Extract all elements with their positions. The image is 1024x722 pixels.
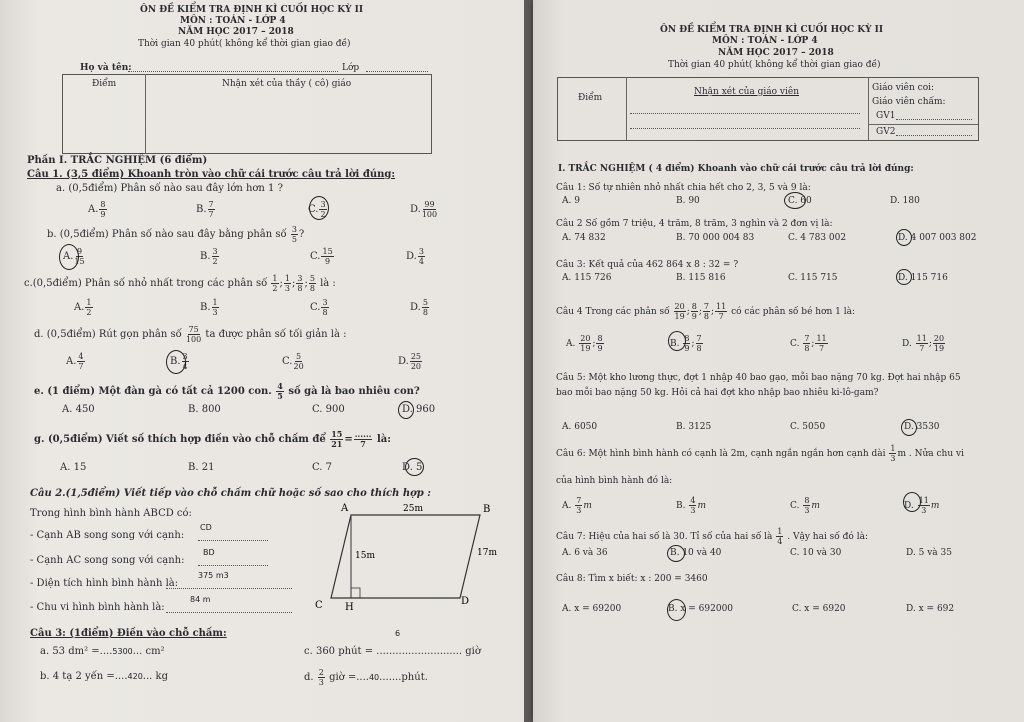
c4-option-0: A. $\frac{20}{19}$ ; $\frac{8}{9}$: [566, 334, 603, 353]
q2-item-dots-0: [198, 540, 268, 541]
qc-list-frac-0-den: 2: [272, 284, 278, 293]
c4-list-frac-2-den: 8: [703, 312, 709, 321]
qc-stem-end: là :: [320, 278, 336, 289]
c5-line2: bao mỗi bao nặng 50 kg. Hỏi cả hai đợt kho nhập bao nhiêu ki-lô-gam?: [556, 388, 879, 398]
label-top-length: 25m: [403, 504, 423, 514]
qd-option-frac-3-num: 25: [410, 352, 422, 361]
qe-option-a: A. 450: [62, 404, 95, 415]
parallelogram-shape: [331, 515, 480, 598]
qb-option-1: [200, 247, 220, 266]
qb-option-letter-3: D.: [406, 251, 417, 262]
answer-circle-c5: [901, 419, 917, 436]
qc-option-frac-3-den: 8: [422, 308, 428, 317]
right-table-divider-1: [626, 77, 627, 140]
qc-option-frac-1-den: 3: [212, 308, 218, 317]
c4-option-3: D. $\frac{11}{7}$ ; $\frac{20}{19}$: [902, 334, 945, 353]
answer-circle-c6: [903, 492, 921, 512]
c6-line1: Câu 6: Một hình bình hành có cạnh là 2m, cạnh ngắn ngắn hơn cạnh dài $\frac{1}{3}$ m . Nửa chu vi: [556, 444, 964, 463]
qd-option-letter-0: A.: [66, 356, 77, 367]
c1-option-3: D. 180: [890, 196, 920, 206]
qd-option-frac-2-num: 5: [296, 352, 302, 361]
qb-option-frac-3-num: 3: [418, 247, 424, 256]
c6-option-unit-2: m: [811, 501, 820, 511]
qc-list-frac-0-num: 1: [272, 274, 278, 283]
right-subject: MÔN : TOÁN - LỚP 4: [712, 36, 818, 46]
c7-option-2: C. 10 và 30: [790, 548, 842, 558]
label-height: 15m: [355, 551, 375, 561]
parallelogram-figure: [315, 500, 515, 615]
qc-option-frac-2: [321, 298, 328, 317]
q3b: b. 4 tạ 2 yến =....420... kg: [40, 671, 168, 682]
comment-line-2: [630, 128, 860, 129]
c4-option-0-frac-0-den: 19: [580, 344, 591, 353]
qb-option-2: [310, 247, 335, 266]
qc-list-frac-2-den: 8: [297, 284, 303, 293]
answer-circle-qe: [398, 401, 414, 419]
answer-circle-qb: [59, 244, 79, 270]
c6-option-frac-1: [689, 496, 696, 515]
c3-option-1: B. 115 816: [676, 273, 726, 283]
qc-list-frac-3-num: 5: [309, 274, 315, 283]
qc-list-frac-1-den: 3: [284, 284, 290, 293]
c4-option-0-frac-1: [596, 334, 603, 353]
qc-list-frac-3: [309, 274, 316, 293]
c4-option-2-frac-1: [815, 334, 827, 353]
c3-stem: Câu 3: Kết quả của 462 864 x 8 : 32 = ?: [556, 260, 739, 270]
qa-option-1: [196, 200, 216, 219]
c4-list-frac-1: [691, 302, 698, 321]
qd-option-frac-0: [77, 352, 84, 371]
q2-item-answer-1: BD: [203, 548, 215, 557]
c2-option-1: B. 70 000 004 83: [676, 233, 755, 243]
q3c-answer: 6: [395, 629, 401, 638]
c4-option-1-frac-0-den: 9: [684, 344, 690, 353]
qd-option-frac-1-num: 3: [182, 352, 188, 361]
gv1-label: GV1: [876, 111, 896, 121]
qc-option-3: [410, 298, 430, 317]
q2-item-answer-0: CD: [200, 523, 212, 532]
answer-circle-c3: [896, 269, 912, 285]
answer-circle-c2: [896, 229, 912, 246]
c6-option-frac-2-num: 8: [804, 496, 810, 505]
c4-option-letter-2: C.: [790, 339, 800, 349]
c5-option-1: B. 3125: [676, 422, 712, 432]
q2-item-0: - Cạnh AB song song với cạnh:: [30, 530, 185, 541]
qd-option-letter-1: B.: [170, 356, 181, 367]
qb-option-3: [406, 247, 426, 266]
left-year: NĂM HỌC 2017 – 2018: [178, 27, 294, 37]
c2-stem: Câu 2 Số gồm 7 triệu, 4 trăm, 8 trăm, 3 nghìn và 2 đơn vị là:: [556, 219, 833, 229]
c6-option-0: [562, 496, 592, 515]
qd-option-frac-1-den: 4: [182, 362, 188, 371]
c6-option-frac-3-num: 11: [918, 496, 929, 505]
qa-option-letter-3: D.: [410, 204, 421, 215]
qa-option-frac-3-num: 99: [424, 200, 435, 209]
qc-option-0: [74, 298, 94, 317]
c6-option-letter-2: C.: [790, 501, 800, 511]
qb-option-frac-2: [321, 247, 333, 266]
c4-list-frac-3-den: 7: [718, 312, 724, 321]
qc-list-frac-2: [296, 274, 303, 293]
right-title: ÔN ĐỀ KIỂM TRA ĐỊNH KÌ CUỐI HỌC KỲ II: [660, 25, 884, 35]
proctor-label: Giáo viên coi:: [872, 83, 935, 93]
qb-option-frac-2-num: 15: [322, 247, 333, 256]
c4-option-1-frac-0-num: 8: [684, 334, 690, 343]
c6-option-letter-3: D.: [904, 501, 914, 511]
gv2-dots: [896, 135, 972, 136]
c5-option-3: D. 3530: [904, 422, 940, 432]
answer-circle-c1: [784, 192, 806, 209]
qb-option-frac-1-num: 3: [212, 247, 218, 256]
grader-label: Giáo viên chấm:: [872, 97, 946, 107]
c4-option-letter-3: D.: [902, 339, 912, 349]
c4-stem-end: có các phân số bé hơn 1 là:: [731, 307, 855, 317]
c6-option-frac-0: [575, 496, 582, 515]
right-time: Thời gian 40 phút( không kể thời gian giao đề): [668, 60, 881, 70]
qd-option-frac-3: [410, 352, 422, 371]
c6-option-frac-1-num: 4: [690, 496, 696, 505]
c7-stem: Câu 7: Hiệu của hai số là 30. Tỉ số của hai số là $\frac{1}{4}$ . Vậy hai số đó là:: [556, 527, 868, 546]
qd-option-frac-3-den: 20: [410, 362, 422, 371]
c6-option-1: [676, 496, 706, 515]
c4-stem-text: Câu 4 Trong các phân số: [556, 307, 670, 317]
c4-option-3-frac-0-num: 11: [916, 334, 927, 343]
c8-option-1: B. x = 692000: [668, 604, 734, 614]
c4-option-3-frac-0-den: 7: [919, 344, 925, 353]
c2-option-0: A. 74 832: [562, 233, 606, 243]
c4-option-3-frac-1: [933, 334, 945, 353]
qb-option-frac-0-num: 9: [76, 247, 83, 256]
qb-option-frac-3-den: 4: [418, 257, 424, 266]
qc-option-letter-1: B.: [200, 302, 211, 313]
qd-option-letter-2: C.: [282, 356, 293, 367]
left-subject: MÔN : TOÁN - LỚP 4: [180, 16, 286, 26]
c1-stem: Câu 1: Số tự nhiên nhỏ nhất chia hết cho 2, 3, 5 và 9 là:: [556, 183, 811, 193]
qb-option-frac-1-den: 2: [212, 257, 218, 266]
q1-heading: Câu 1. (3,5 điểm) Khoanh tròn vào chữ cái trước câu trả lời đúng:: [27, 169, 396, 180]
c4-stem: Câu 4 Trong các phân số $\frac{20}{19}$ ; $\frac{8}{9}$ ; $\frac{7}{8}$ ; $\frac{11}{7}$ có các phân số bé hơn 1 là:: [556, 302, 855, 321]
q3a: a. 53 dm² =....5300... cm²: [40, 646, 165, 657]
qa-option-letter-0: A.: [88, 204, 99, 215]
answer-circle-c7: [667, 545, 685, 562]
qe-option-b: B. 800: [188, 404, 221, 415]
c7-option-1: B. 10 và 40: [670, 548, 722, 558]
qd-option-frac-2: [293, 352, 303, 371]
c7-option-0: A. 6 và 36: [562, 548, 608, 558]
qa-option-frac-1-num: 7: [208, 200, 214, 209]
name-label: Họ và tên:: [80, 63, 132, 73]
qc-option-frac-3: [422, 298, 429, 317]
right-angle-mark: [351, 588, 360, 598]
q2-item-dots-2: [166, 588, 292, 589]
c1-option-2: C. 60: [788, 196, 812, 206]
qg-option-a: A. 15: [60, 462, 87, 473]
class-dots: [366, 71, 428, 72]
qa-option-frac-0-num: 8: [100, 200, 106, 209]
c4-list-frac-0-den: 19: [674, 312, 685, 321]
q2-item-dots-1: [198, 565, 268, 566]
q2-item-answer-2: 375 m3: [198, 571, 229, 580]
qa-option-frac-0-den: 9: [100, 210, 106, 219]
qb-option-letter-0: A.: [63, 251, 74, 262]
vertex-b: B: [483, 504, 491, 515]
c3-option-2: C. 115 715: [788, 273, 838, 283]
qa-option-frac-3: [422, 200, 437, 219]
qe-option-d: D. 960: [402, 404, 436, 415]
qc-option-frac-3-num: 5: [422, 298, 428, 307]
vertex-d: D: [461, 596, 470, 607]
qa-option-frac-2-num: 3: [320, 200, 326, 209]
qe-stem: e. (1 điểm) Một đàn gà có tất cả 1200 con. $\frac{4}{5}$ số gà là bao nhiêu con?: [34, 381, 420, 401]
right-table-divider-2: [868, 77, 869, 140]
qd-option-0: [66, 352, 86, 371]
part1-heading: Phần I. TRẮC NGHIỆM (6 điểm): [27, 155, 208, 166]
c5-line1: Câu 5: Một kho lương thực, đợt 1 nhập 40 bao gạo, mỗi bao nặng 70 kg. Đợt hai nhập 65: [556, 373, 961, 383]
gv2-label: GV2: [876, 127, 896, 137]
qb-option-letter-2: C.: [310, 251, 321, 262]
c1-option-1: B. 90: [676, 196, 700, 206]
c6-option-frac-0-den: 3: [576, 506, 582, 515]
qc-option-frac-1: [212, 298, 219, 317]
qg-option-c: C. 7: [312, 462, 333, 473]
c4-option-2: C. $\frac{7}{8}$ ; $\frac{11}{7}$: [790, 334, 827, 353]
qc-list-frac-3-den: 8: [309, 284, 315, 293]
c6-option-frac-0-num: 7: [576, 496, 582, 505]
right-part1-heading: I. TRẮC NGHIỆM ( 4 điểm) Khoanh vào chữ cái trước câu trả lời đúng:: [558, 164, 914, 174]
qd-option-frac-2-den: 20: [293, 362, 304, 371]
qa-stem: a. (0,5điểm) Phân số nào sau đây lớn hơn 1 ?: [56, 183, 283, 194]
answer-circle-c4: [668, 331, 686, 351]
name-dots: [128, 71, 338, 72]
qa-option-3: [410, 200, 438, 219]
qc-option-letter-2: C.: [310, 302, 321, 313]
q2-item-dots-3: [166, 612, 292, 613]
c4-option-1: B. $\frac{8}{9}$ ; $\frac{7}{8}$: [670, 334, 702, 353]
q3d: d. $\frac{2}{3}$ giờ =....40.......phút.: [304, 668, 428, 687]
table-divider: [145, 74, 146, 153]
c6-option-letter-1: B.: [676, 501, 686, 511]
qc-option-frac-2-num: 3: [322, 298, 328, 307]
c4-option-2-frac-0-num: 7: [804, 334, 810, 343]
qa-option-0: [88, 200, 108, 219]
c8-option-2: C. x = 6920: [792, 604, 846, 614]
qd-option-2: [282, 352, 305, 371]
qg-option-d: D. 5: [402, 462, 423, 473]
qb-option-frac-0-den: 15: [74, 257, 85, 266]
answer-circle-qa: [309, 196, 329, 220]
qc-stem-text: c.(0,5điểm) Phân số nhỏ nhất trong các phân số: [24, 278, 268, 289]
c4-option-2-frac-0-den: 8: [804, 344, 810, 353]
qc-option-frac-0-num: 1: [86, 298, 92, 307]
q3c: c. 360 phút = ........................... giờ: [304, 646, 481, 657]
qc-option-frac-2-den: 8: [322, 308, 328, 317]
qa-option-frac-1-den: 7: [208, 210, 214, 219]
c6-option-2: [790, 496, 820, 515]
c6-option-letter-0: A.: [562, 501, 572, 511]
answer-circle-qg: [405, 458, 424, 476]
c4-list-frac-0-num: 20: [674, 302, 685, 311]
comment-header: Nhận xét của thầy ( cô) giáo: [222, 79, 352, 89]
c1-option-0: A. 9: [562, 196, 580, 206]
c4-option-letter-0: A.: [566, 339, 576, 349]
foot-h: H: [345, 602, 354, 613]
c2-option-2: C. 4 783 002: [788, 233, 847, 243]
c6-option-frac-1-den: 3: [690, 506, 696, 515]
c4-option-0-frac-1-num: 8: [597, 334, 603, 343]
q2-intro: Trong hình bình hành ABCD có:: [30, 508, 192, 519]
qb-stem: b. (0,5điểm) Phân số nào sau đây bằng phân số $\frac{3}{5}$ ?: [47, 225, 305, 244]
c2-option-3: D. 4 007 003 802: [898, 233, 977, 243]
qa-option-letter-1: B.: [196, 204, 207, 215]
c6-option-frac-2-den: 3: [804, 506, 810, 515]
c3-option-0: A. 115 726: [562, 273, 612, 283]
c4-option-2-frac-0: [803, 334, 810, 353]
vertex-c: C: [315, 600, 323, 611]
qd-option-frac-0-den: 7: [78, 362, 84, 371]
c4-option-1-frac-1: [696, 334, 703, 353]
c4-option-3-frac-0: [916, 334, 928, 353]
c6-option-frac-3-den: 3: [921, 506, 927, 515]
qc-list-frac-0: [271, 274, 278, 293]
qb-option-letter-1: B.: [200, 251, 211, 262]
q2-item-3: - Chu vi hình bình hành là:: [30, 602, 165, 613]
c6-line2: của hình bình hành đó là:: [556, 476, 673, 486]
qc-list-frac-1-num: 1: [284, 274, 290, 283]
answer-circle-c8: [667, 599, 686, 621]
c4-list-frac-2-num: 7: [703, 302, 709, 311]
c5-option-2: C. 5050: [790, 422, 826, 432]
c4-option-1-frac-1-den: 8: [696, 344, 702, 353]
c4-list-frac-3-num: 11: [716, 302, 727, 311]
qa-option-frac-1: [208, 200, 215, 219]
q2-heading: Câu 2.(1,5điểm) Viết tiếp vào chỗ chấm chữ hoặc số sao cho thích hợp :: [30, 488, 431, 499]
qg-option-b: B. 21: [188, 462, 215, 473]
c6-option-frac-2: [803, 496, 810, 515]
c4-option-2-frac-1-den: 7: [819, 344, 825, 353]
c7-option-3: D. 5 và 35: [906, 548, 952, 558]
c4-option-2-frac-1-num: 11: [816, 334, 827, 343]
qd-stem: d. (0,5điểm) Rút gọn phân số $\frac{75}{100}$ ta được phân số tối giản là :: [34, 325, 347, 344]
right-comment-header: Nhận xét của giáo viên: [694, 87, 800, 97]
class-label: Lớp: [342, 63, 360, 73]
c4-option-0-frac-0-num: 20: [580, 334, 591, 343]
c4-list-frac-0: [674, 302, 686, 321]
qc-list-frac-2-num: 3: [297, 274, 303, 283]
c4-option-letter-1: B.: [670, 339, 680, 349]
qa-option-letter-2: C.: [308, 204, 319, 215]
qb-option-frac-2-den: 9: [325, 257, 331, 266]
q2-item-answer-3: 84 m: [190, 595, 211, 604]
c6-option-unit-0: m: [583, 501, 592, 511]
left-time: Thời gian 40 phút( không kể thời gian giao đề): [138, 39, 351, 49]
c4-list-frac-2: [703, 302, 710, 321]
qb-option-frac-3: [418, 247, 425, 266]
qa-option-frac-3-den: 100: [421, 210, 438, 219]
qc-option-letter-0: A.: [74, 302, 85, 313]
q2-item-2: - Diện tích hình bình hành là:: [30, 578, 179, 589]
c4-option-3-frac-1-num: 20: [933, 334, 945, 343]
c4-list-frac-1-num: 8: [691, 302, 697, 311]
qb-option-frac-1: [212, 247, 219, 266]
c4-option-1-frac-1-num: 7: [696, 334, 702, 343]
qd-option-letter-3: D.: [398, 356, 409, 367]
c4-option-0-frac-1-den: 9: [597, 344, 603, 353]
qc-option-2: [310, 298, 330, 317]
label-side: 17m: [477, 548, 497, 558]
qc-option-frac-0: [85, 298, 92, 317]
qd-option-frac-0-num: 4: [78, 352, 84, 361]
c4-list-frac-1-den: 9: [691, 312, 697, 321]
answer-circle-qd: [166, 350, 186, 374]
qe-option-c: C. 900: [312, 404, 345, 415]
qa-option-frac-2-den: 2: [320, 210, 326, 219]
c5-option-0: A. 6050: [562, 422, 598, 432]
c6-option-unit-3: m: [930, 501, 940, 511]
right-score-header: Điểm: [578, 93, 603, 103]
left-title: ÔN ĐỀ KIỂM TRA ĐỊNH KÌ CUỐI HỌC KỲ II: [140, 5, 364, 15]
right-table-row-line: [868, 124, 978, 125]
qc-option-frac-1-num: 1: [212, 298, 218, 307]
c4-list-frac-3: [715, 302, 727, 321]
right-year: NĂM HỌC 2017 – 2018: [718, 48, 834, 58]
q2-item-1: - Cạnh AC song song với cạnh:: [30, 555, 185, 566]
c8-option-0: A. x = 69200: [562, 604, 622, 614]
qc-option-1: [200, 298, 220, 317]
c8-stem: Câu 8: Tìm x biết: x : 200 = 3460: [556, 574, 708, 584]
score-header: Điểm: [92, 79, 117, 89]
qc-stem: c.(0,5điểm) Phân số nhỏ nhất trong các phân số $\frac{1}{2}$ ; $\frac{1}{3}$ ; $\frac{3}{8}$ ; $\frac{5}{8}$ là :: [24, 274, 336, 293]
vertex-a: A: [341, 503, 349, 514]
gv1-dots: [896, 119, 972, 120]
qc-list-frac-1: [284, 274, 291, 293]
c8-option-3: D. x = 692: [906, 604, 955, 614]
qa-option-frac-0: [99, 200, 106, 219]
qd-option-3: [398, 352, 423, 371]
c4-option-3-frac-1-den: 19: [933, 344, 945, 353]
q3-heading: Câu 3: (1điểm) Điền vào chỗ chấm:: [30, 628, 227, 639]
c4-option-0-frac-0: [579, 334, 591, 353]
qg-stem: g. (0,5điểm) Viết số thích hợp điền vào chỗ chấm để $\frac{15}{21}$ = $\frac{......}{7}$ là:: [34, 429, 391, 449]
comment-line-1: [630, 113, 860, 114]
qc-option-frac-0-den: 2: [86, 308, 92, 317]
c3-option-3: D. 115 716: [898, 273, 948, 283]
c6-option-unit-1: m: [697, 501, 706, 511]
qc-option-letter-3: D.: [410, 302, 421, 313]
page-gutter: [524, 0, 533, 722]
